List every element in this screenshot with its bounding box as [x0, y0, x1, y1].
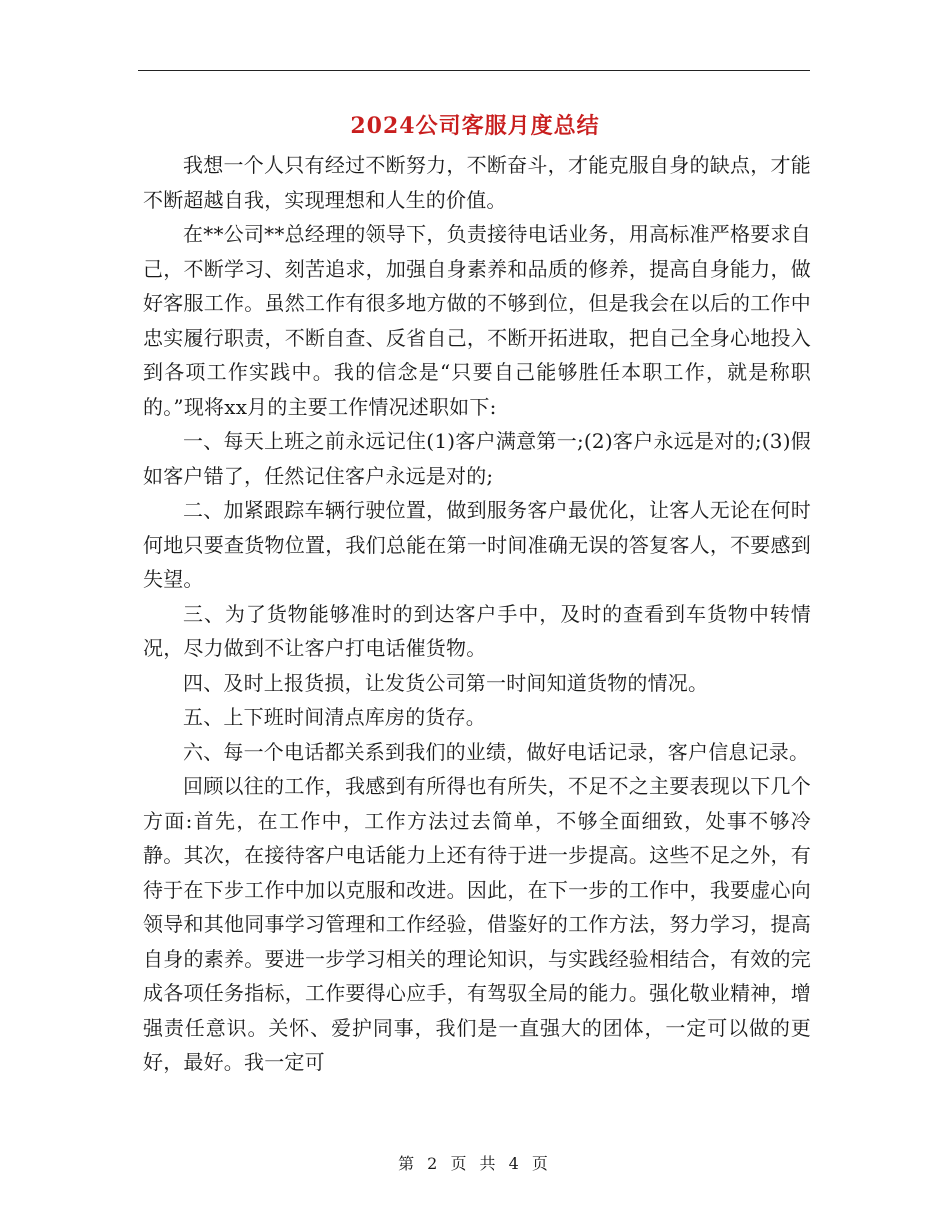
paragraph-item-2: 二、加紧跟踪车辆行驶位置，做到服务客户最优化，让客人无论在何时何地只要查货物位置，我们总能在第一时间准确无误的答复客人，不要感到失望。 — [143, 498, 811, 591]
paragraph-item-5: 五、上下班时间清点库房的货存。 — [183, 705, 486, 729]
paragraph-item-4: 四、及时上报货损，让发货公司第一时间知道货物的情况。 — [183, 670, 709, 695]
document-body — [143, 148, 811, 1080]
paragraph-item-1: 一、每天上班之前永远记住(1)客户满意第一;(2)客户永远是对的;(3)假如客户错了，任然记住客户永远是对的; — [143, 429, 811, 488]
paragraph-intro: 我想一个人只有经过不断努力，不断奋斗，才能克服自身的缺点，才能不断超越自我，实现理想和人生的价值。 — [143, 153, 811, 212]
paragraph-item-3: 三、为了货物能够准时的到达客户手中，及时的查看到车货物中转情况，尽力做到不让客户打电话催货物。 — [143, 601, 811, 660]
paragraph-overview: 在**公司**总经理的领导下，负责接待电话业务，用高标准严格要求自己，不断学习、刻苦追求，加强自身素养和品质的修养，提高自身能力，做好客服工作。虽然工作有很多地方做的不够到位，但是我会在以后的工作中忠实履行职责，不断自查、反省自己，不断开拓进取，把自己全身心地投入到各项工作实践中。我的信念是“只要自己能够胜任本职工作，就是称职的。”现将xx月的主要工作情况述职如下: — [143, 222, 811, 419]
paragraph-review: 回顾以往的工作，我感到有所得也有所失，不足不之主要表现以下几个方面:首先，在工作中，工作方法过去简单，不够全面细致，处事不够冷静。其次，在接待客户电话能力上还有待于进一步提高。这些不足之外，有待于在下步工作中加以克服和改进。因此，在下一步的工作中，我要虚心向领导和其他同事学习管理和工作经验，借鉴好的工作方法，努力学习，提高自身的素养。要进一步学习相关的理论知识，与实践经验相结合，有效的完成各项任务指标，工作要得心应手，有驾驭全局的能力。强化敬业精神，增强责任意识。关怀、爱护同事，我们是一直强大的团体，一定可以做的更好，最好。我一定可 — [143, 774, 811, 1074]
document-title: 2024公司客服月度总结 — [350, 113, 600, 139]
header-rule — [138, 70, 810, 71]
page-number-footer: 第 2 页 共 4 页 — [398, 1154, 552, 1173]
paragraph-item-6: 六、每一个电话都关系到我们的业绩，做好电话记录，客户信息记录。 — [183, 739, 810, 764]
